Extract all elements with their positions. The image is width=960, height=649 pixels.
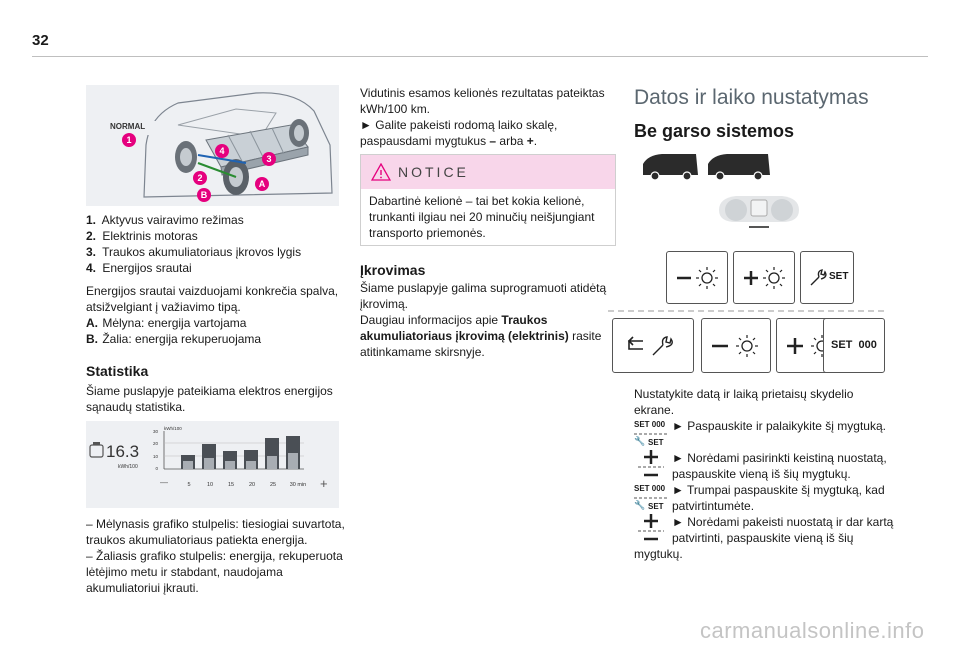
notice-body: Dabartinė kelionė – tai bet kokia kelionė, trunkanti ilgiau nei 20 minučių neišjungiant transporto priemonės. [369,194,595,240]
callout-1 [122,133,136,147]
van-long-icon [708,154,770,180]
battery-icon [90,442,103,457]
brightness-down-button[interactable] [666,251,728,304]
page-number: 32 [32,32,49,49]
y-tick: 10 [152,454,158,459]
charging-paragraph: Šiame puslapyje galima suprogramuoti atidėtą įkrovimą. Daugiau informacijos apie Traukos akumuliatoriaus įkrovimą (elektrinis) rasite atitinkamame skirsnyje. [360,281,607,359]
callout-a [255,177,269,191]
dashed-divider [608,309,884,313]
step-icon-set-combo: SET 000 🔧 SET [634,420,666,447]
brightness-up-icon [734,252,794,303]
svg-text:1: 1 [126,135,132,145]
svg-text:3: 3 [266,154,272,164]
step-4-continuation: mygtukų. [634,547,683,561]
list-item: B. Žalia: energija rekuperuojama [86,332,262,346]
y-axis-label: kWh/100 [164,426,182,431]
y-tick: 30 [152,429,158,434]
step-icon-set-combo-2: SET 000 🔧 SET [634,484,666,511]
section-title: Datos ir laiko nustatymas [634,86,869,109]
x-tick: 5 [187,482,191,488]
brightness-down-icon [702,319,770,372]
statistics-heading: Statistika [86,363,149,379]
zoom-in-icon: + [320,476,328,491]
svg-text:A: A [258,179,266,189]
x-tick: 25 [269,482,277,488]
footer-watermark: carmanualsonline.info [700,618,925,643]
callout-3 [262,152,276,166]
y-tick: 0 [155,466,158,471]
vehicle-drawing [86,85,339,206]
front-wheel [175,141,197,173]
set-000-button[interactable] [823,318,885,373]
back-wrench-button[interactable] [612,318,694,373]
wrench-icon: 🔧 [634,500,646,510]
step-3: ► Trumpai paspauskite šį mygtuką, kad patvirtintumėte. [672,483,885,513]
notice-header [361,155,615,189]
consumption-value: 16.3 [106,442,140,461]
svg-text:2: 2 [197,173,203,183]
callout-4 [215,144,229,158]
consumption-unit: kWh/100 [118,464,138,470]
svg-text:B: B [200,190,208,200]
normal-label: NORMAL [110,122,146,131]
svg-text:4: 4 [219,146,225,156]
statistics-screen-illustration [86,421,339,508]
charging-heading: Įkrovimas [360,262,426,278]
wrench-icon: 🔧 [634,436,646,446]
statistics-paragraph: Šiame puslapyje pateikiama elektros energijos sąnaudų statistika. [86,384,333,414]
x-tick: 20 [248,482,256,488]
warning-icon [371,163,391,181]
legend-numbered-list [86,212,346,276]
datetime-paragraph: Nustatykite datą ir laiką prietaisų skydelio ekrane. [634,387,854,417]
list-item: 2. Elektrinis motoras [86,229,198,243]
van-short-icon [643,154,698,180]
x-tick: 10 [206,482,214,488]
energy-flow-paragraph: Energijos srautai vaizduojami konkrečia spalva, atsižvelgiant į važiavimo tipą. A. Mėlyna: energija vartojama B. Žalia: energija rekuperuojama [86,283,346,347]
brightness-up-button[interactable] [733,251,795,304]
set-wrench-button[interactable] [800,251,854,304]
instrument-panel-icon [714,190,804,230]
step-1: ► Paspauskite ir palaikykite šį mygtuką. [672,419,886,433]
x-tick: 30 min [289,482,307,488]
vehicle-silhouettes [640,151,780,183]
brightness-down-button-2[interactable] [701,318,771,373]
set-000-label: SET 000 [831,339,877,351]
header-divider [32,56,928,57]
y-tick: 20 [152,441,158,446]
x-tick: 15 [227,482,235,488]
bullet-item: paspausdami mygtukus – arba +. [360,134,538,148]
wrench-icon [807,267,829,289]
chart-notes: – Mėlynasis grafiko stulpelis: tiesiogiai suvartota, traukos akumuliatoriaus patiekta energija. – Žaliasis grafiko stulpelis: energija, rekuperuota lėtėjimo metu ir stabdant, naudojama akumuliatoriui įkrauti. [86,517,345,595]
consumption-chart [86,421,339,508]
section-subtitle: Be garso sistemos [634,121,795,141]
callout-b [197,188,211,202]
plus-minus-icon [636,514,666,544]
step-2: ► Norėdami pasirinkti keistiną nuostatą, paspauskite vieną iš šių mygtukų. [672,451,887,481]
brightness-down-icon [667,252,727,303]
rear-wheel [289,119,309,147]
zoom-out-icon: — [160,478,168,487]
step-4: ► Norėdami pakeisti nuostatą ir dar kartą patvirtinti, paspauskite vieną iš šių [672,515,894,545]
back-wrench-icon [613,319,693,372]
notice-title: NOTICE [398,164,469,180]
notice-box [360,154,616,246]
plus-minus-icon [636,450,666,480]
list-item: 1. Aktyvus vairavimo režimas [86,213,244,227]
bullet-item: ► Galite pakeisti rodomą laiko skalę, [360,118,558,132]
list-item: A. Mėlyna: energija vartojama [86,316,247,330]
callout-2 [193,171,207,185]
list-item: 4. Energijos srautai [86,261,192,275]
list-item: 3. Traukos akumuliatoriaus įkrovos lygis [86,245,302,259]
set-label: SET [829,271,849,282]
chart-bars [181,436,300,469]
average-paragraph: Vidutinis esamos kelionės rezultatas pateiktas kWh/100 km. ► Galite pakeisti rodomą laiko skalę, paspausdami mygtukus – arba +. [360,85,620,149]
energy-flow-illustration [86,85,339,206]
